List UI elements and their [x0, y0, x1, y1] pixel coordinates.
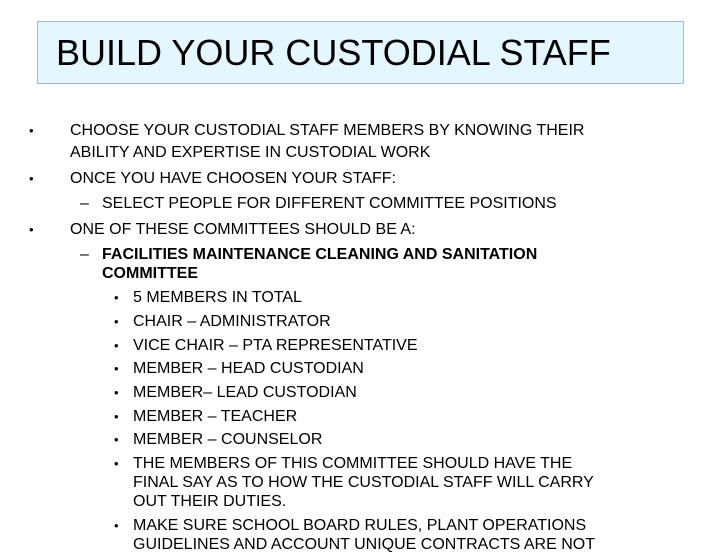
- dash-icon: –: [80, 195, 89, 212]
- committee-heading-line-1: FACILITIES MAINTENANCE CLEANING AND SANITATION: [102, 246, 538, 263]
- detail-item: 5 MEMBERS IN TOTAL: [133, 289, 302, 306]
- bullet-icon: •: [114, 518, 119, 533]
- detail-item: MEMBER – HEAD CUSTODIAN: [133, 360, 364, 377]
- detail-item: VICE CHAIR – PTA REPRESENTATIVE: [133, 337, 418, 354]
- detail-item-continued: GUIDELINES AND ACCOUNT UNIQUE CONTRACTS ARE NOT: [133, 536, 595, 553]
- bullet-icon: •: [114, 290, 119, 305]
- committee-heading-line-2: COMMITTEE: [102, 265, 198, 282]
- detail-item: MEMBER – COUNSELOR: [133, 431, 323, 448]
- bullet-icon: •: [114, 432, 119, 447]
- bullet-3-line-1: ONE OF THESE COMMITTEES SHOULD BE A:: [70, 221, 416, 238]
- slide-title: BUILD YOUR CUSTODIAL STAFF: [56, 32, 611, 73]
- detail-item-continued: OUT THEIR DUTIES.: [133, 493, 287, 510]
- bullet-icon: •: [114, 314, 119, 329]
- bullet-icon: •: [114, 409, 119, 424]
- bullet-icon: •: [114, 385, 119, 400]
- detail-item: THE MEMBERS OF THIS COMMITTEE SHOULD HAVE THE: [133, 455, 573, 472]
- bullet-icon: •: [114, 361, 119, 376]
- bullet-icon: •: [29, 222, 34, 237]
- dash-icon: –: [80, 246, 89, 263]
- bullet-2-line-1: ONCE YOU HAVE CHOOSEN YOUR STAFF:: [70, 170, 396, 187]
- bullet-1-line-1: CHOOSE YOUR CUSTODIAL STAFF MEMBERS BY KNOWING THEIR: [70, 122, 585, 139]
- detail-item: CHAIR – ADMINISTRATOR: [133, 313, 331, 330]
- bullet-icon: •: [29, 171, 34, 186]
- slide-title-box: [37, 21, 684, 84]
- bullet-icon: •: [29, 123, 34, 138]
- bullet-1-line-2: ABILITY AND EXPERTISE IN CUSTODIAL WORK: [70, 144, 431, 161]
- detail-item: MEMBER – TEACHER: [133, 408, 298, 425]
- detail-item: MEMBER– LEAD CUSTODIAN: [133, 384, 357, 401]
- bullet-2-sub-1: SELECT PEOPLE FOR DIFFERENT COMMITTEE POSITIONS: [102, 195, 557, 212]
- bullet-icon: •: [114, 338, 119, 353]
- bullet-icon: •: [114, 456, 119, 471]
- detail-item: MAKE SURE SCHOOL BOARD RULES, PLANT OPERATIONS: [133, 517, 587, 534]
- detail-item-continued: FINAL SAY AS TO HOW THE CUSTODIAL STAFF WILL CARRY: [133, 474, 594, 491]
